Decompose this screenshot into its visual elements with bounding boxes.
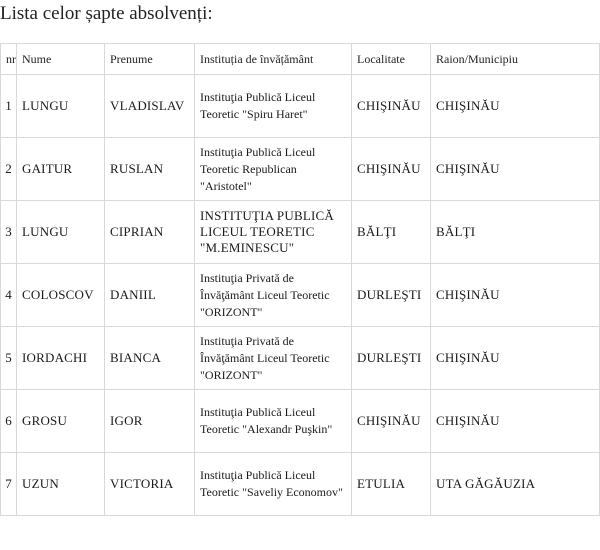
cell-institutie: Instituţia Publică Liceul Teoretic "Saveliy Economov" bbox=[195, 453, 352, 516]
table-body bbox=[1, 75, 600, 516]
cell-localitate: DURLEŞTI bbox=[352, 327, 431, 390]
cell-nume: LUNGU bbox=[17, 201, 105, 264]
cell-raion: CHIŞINĂU bbox=[431, 390, 600, 453]
cell-institutie: Instituţia Publică Liceul Teoretic "Alexandr Puşkin" bbox=[195, 390, 352, 453]
graduates-table bbox=[0, 43, 600, 516]
header-prenume: Prenume bbox=[105, 44, 195, 75]
cell-nume: GAITUR bbox=[17, 138, 105, 201]
cell-nr: 3 bbox=[1, 201, 17, 264]
cell-institutie: INSTITUŢIA PUBLICĂ LICEUL TEORETIC "M.EMINESCU" bbox=[195, 201, 352, 264]
table-row bbox=[1, 75, 600, 138]
cell-nume: COLOSCOV bbox=[17, 264, 105, 327]
cell-nr: 6 bbox=[1, 390, 17, 453]
page-title: Lista celor șapte absolvenți: bbox=[0, 3, 213, 24]
cell-raion: CHIŞINĂU bbox=[431, 327, 600, 390]
cell-localitate: CHIŞINĂU bbox=[352, 390, 431, 453]
cell-nume: IORDACHI bbox=[17, 327, 105, 390]
cell-nr: 5 bbox=[1, 327, 17, 390]
header-row bbox=[1, 44, 600, 75]
cell-raion: BĂLŢI bbox=[431, 201, 600, 264]
cell-prenume: CIPRIAN bbox=[105, 201, 195, 264]
cell-prenume: VLADISLAV bbox=[105, 75, 195, 138]
header-localitate: Localitate bbox=[352, 44, 431, 75]
table-header bbox=[1, 44, 600, 75]
cell-nume: LUNGU bbox=[17, 75, 105, 138]
cell-institutie: Instituţia Privată de Învăţământ Liceul Teoretic "ORIZONT" bbox=[195, 264, 352, 327]
header-raion: Raion/Municipiu bbox=[431, 44, 600, 75]
header-nr: nr bbox=[1, 44, 17, 75]
cell-institutie: Instituţia Publică Liceul Teoretic Republican "Aristotel" bbox=[195, 138, 352, 201]
cell-nr: 2 bbox=[1, 138, 17, 201]
cell-nume: UZUN bbox=[17, 453, 105, 516]
table-row bbox=[1, 390, 600, 453]
cell-raion: CHIŞINĂU bbox=[431, 264, 600, 327]
cell-localitate: ETULIA bbox=[352, 453, 431, 516]
cell-institutie: Instituţia Privată de Învăţământ Liceul Teoretic "ORIZONT" bbox=[195, 327, 352, 390]
cell-raion: CHIŞINĂU bbox=[431, 138, 600, 201]
cell-prenume: DANIIL bbox=[105, 264, 195, 327]
cell-prenume: BIANCA bbox=[105, 327, 195, 390]
table-row bbox=[1, 264, 600, 327]
cell-prenume: RUSLAN bbox=[105, 138, 195, 201]
cell-localitate: BĂLŢI bbox=[352, 201, 431, 264]
cell-prenume: VICTORIA bbox=[105, 453, 195, 516]
table-row bbox=[1, 453, 600, 516]
table-row bbox=[1, 327, 600, 390]
table-row bbox=[1, 138, 600, 201]
cell-localitate: CHIŞINĂU bbox=[352, 75, 431, 138]
cell-nume: GROSU bbox=[17, 390, 105, 453]
cell-nr: 7 bbox=[1, 453, 17, 516]
cell-raion: CHIŞINĂU bbox=[431, 75, 600, 138]
cell-localitate: CHIŞINĂU bbox=[352, 138, 431, 201]
cell-institutie: Instituţia Publică Liceul Teoretic "Spiru Haret" bbox=[195, 75, 352, 138]
cell-nr: 4 bbox=[1, 264, 17, 327]
cell-nr: 1 bbox=[1, 75, 17, 138]
cell-prenume: IGOR bbox=[105, 390, 195, 453]
header-nume: Nume bbox=[17, 44, 105, 75]
cell-raion: UTA GĂGĂUZIA bbox=[431, 453, 600, 516]
table-row bbox=[1, 201, 600, 264]
header-institutie: Instituția de învățământ bbox=[195, 44, 352, 75]
cell-localitate: DURLEŞTI bbox=[352, 264, 431, 327]
